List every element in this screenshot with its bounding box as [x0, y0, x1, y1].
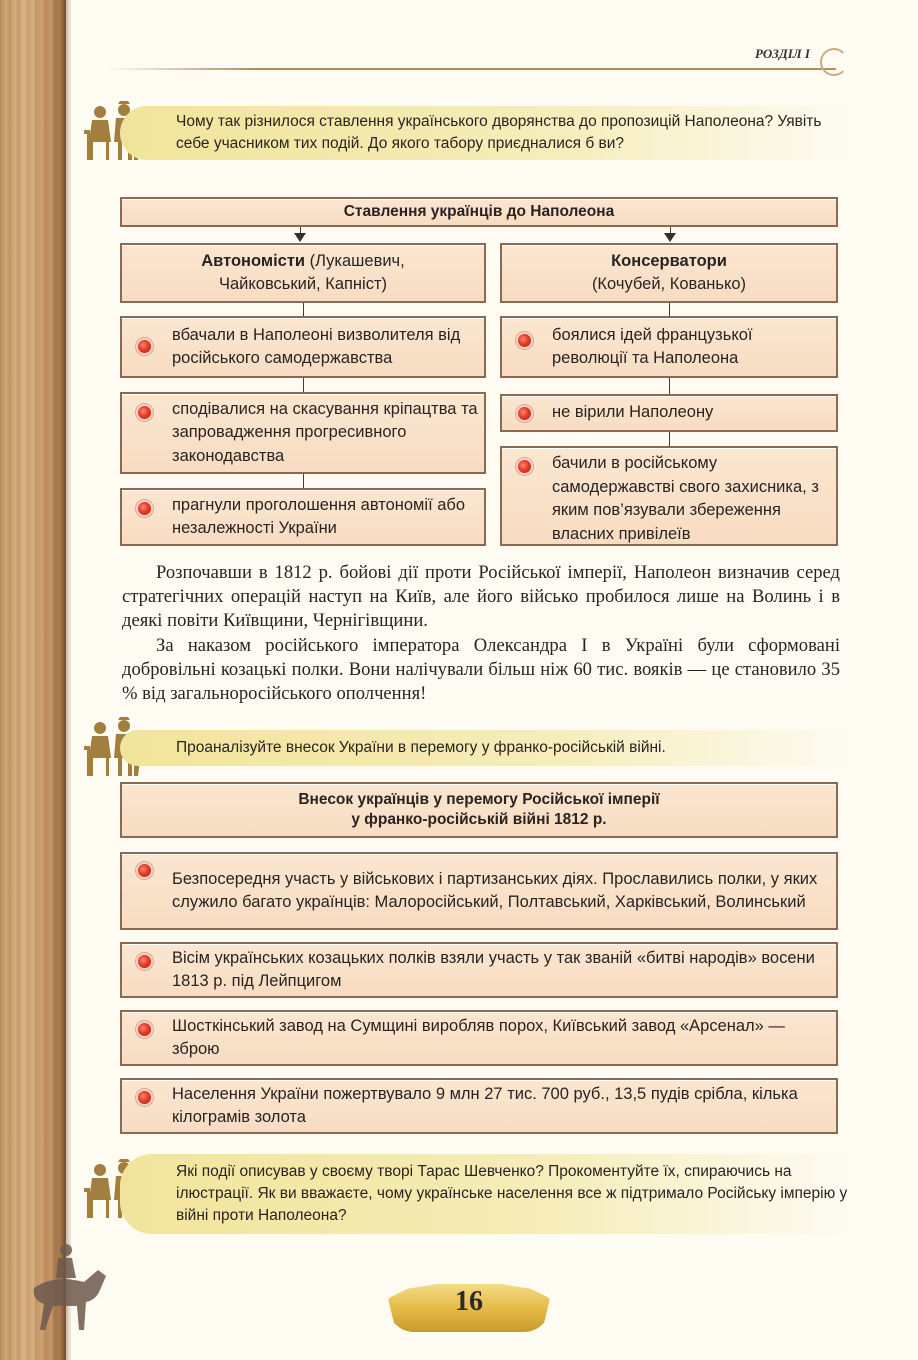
contribution-item: [120, 1078, 838, 1134]
question-1-text: Чому так різнилося ставлення українського дворянства до пропозицій Наполеона? Уявіть себе учасником тих подій. До якого табору приєдналися б ви?: [176, 113, 822, 152]
autonomists-head: [120, 243, 486, 303]
page-number: 16: [455, 1286, 483, 1317]
question-1: [120, 106, 848, 160]
bullet-icon: [136, 338, 153, 355]
item-text: бачили в російському самодержавстві свого захисника, з яким пов’язували збереження власних привілеїв: [552, 454, 819, 543]
bullet-icon: [136, 1089, 153, 1106]
wood-border: [0, 0, 66, 1360]
connector: [303, 474, 304, 488]
contribution-item: [120, 942, 838, 998]
bullet-icon: [136, 1021, 153, 1038]
item-text: прагнули проголошення автономії або незалежності України: [172, 495, 466, 537]
arrow-down-icon: [664, 233, 676, 242]
contribution-item: [120, 852, 838, 930]
header-rule: [108, 68, 836, 70]
paragraph-2: За наказом російського імператора Олександра I в Україні були сформовані добровільні козацькі полки. Вони налічували більш ніж 60 тис. вояків — це становило 35 % від загальноросійського ополчення!: [122, 635, 840, 704]
autonomists-item: [120, 488, 486, 546]
item-text: боялися ідей французької революції та Наполеона: [552, 325, 753, 367]
item-text: сподівалися на скасування кріпацтва та запровадження прогресивного законодавства: [172, 399, 478, 465]
diagram1-title: Ставлення українців до Наполеона: [120, 197, 838, 227]
connector: [669, 303, 670, 316]
diagram2-title-line1: Внесок українців у перемогу Російської імперії: [298, 791, 660, 808]
bullet-icon: [136, 500, 153, 517]
arrow-down-icon: [294, 233, 306, 242]
autonomists-names-2: Чайковський, Капніст): [218, 275, 388, 293]
item-text: не вірили Наполеону: [552, 403, 714, 422]
question-2-text: Проаналізуйте внесок України в перемогу у франко-російській війні.: [176, 739, 666, 756]
wood-border-shadow: [66, 0, 72, 1360]
autonomists-item: [120, 392, 486, 474]
contribution-item: [120, 1010, 838, 1066]
item-text: Вісім українських козацьких полків взяли участь у так званій «битві народів» восени 1813 р. під Лейпцигом: [172, 948, 815, 990]
question-3: [120, 1154, 848, 1234]
connector: [669, 432, 670, 446]
autonomists-item: [120, 316, 486, 378]
bullet-icon: [516, 405, 533, 422]
page-number-banner: [388, 1278, 550, 1340]
conservatives-head: [500, 243, 838, 303]
header-swirl-icon: [820, 48, 848, 76]
conservatives-item: [500, 394, 838, 432]
autonomists-names-1: (Лукашевич,: [305, 252, 405, 270]
item-text: вбачали в Наполеоні визволителя від російського самодержавства: [172, 325, 461, 367]
autonomists-label: Автономісти: [201, 252, 306, 270]
bullet-icon: [516, 332, 533, 349]
conservatives-item: [500, 316, 838, 378]
item-text: Безпосередня участь у військових і партизанських діях. Прославились полки, у яких служило багато українців: Малоросійський, Полтавський, Харківський, Волинський: [172, 869, 818, 911]
horseman-icon: [14, 1236, 124, 1346]
bullet-icon: [136, 404, 153, 421]
conservatives-label: Консерватори: [611, 252, 727, 270]
paragraph-1: Розпочавши в 1812 р. бойові дії проти Російської імперії, Наполеон визначив серед стратегічних операцій наступ на Київ, але його військо пробилося лише на Волинь і в деякі повіти Київщини, Чернігівщини.: [122, 562, 840, 631]
bullet-icon: [516, 458, 533, 475]
question-2: [120, 730, 848, 766]
bullet-icon: [136, 862, 153, 879]
connector: [303, 378, 304, 392]
diagram2-title-line2: у франко-російській війні 1812 р.: [351, 811, 607, 828]
conservatives-item: [500, 446, 838, 546]
section-label: РОЗДІЛ I: [755, 46, 810, 61]
question-3-text: Які події описував у своєму творі Тарас Шевченко? Прокоментуйте їх, спираючись на ілюстрації. Як ви вважаєте, чому українське населення все ж підтримало Російську імперію у війні проти Наполеона?: [176, 1163, 848, 1224]
diagram2-title: [120, 782, 838, 838]
item-text: Шосткінський завод на Сумщині виробляв порох, Київський завод «Арсенал» — зброю: [172, 1016, 785, 1058]
bullet-icon: [136, 953, 153, 970]
connector: [303, 303, 304, 316]
conservatives-names: (Кочубей, Кованько): [591, 275, 747, 293]
connector: [669, 378, 670, 394]
item-text: Населення України пожертвувало 9 млн 27 тис. 700 руб., 13,5 пудів срібла, кілька кілограмів золота: [172, 1084, 798, 1126]
